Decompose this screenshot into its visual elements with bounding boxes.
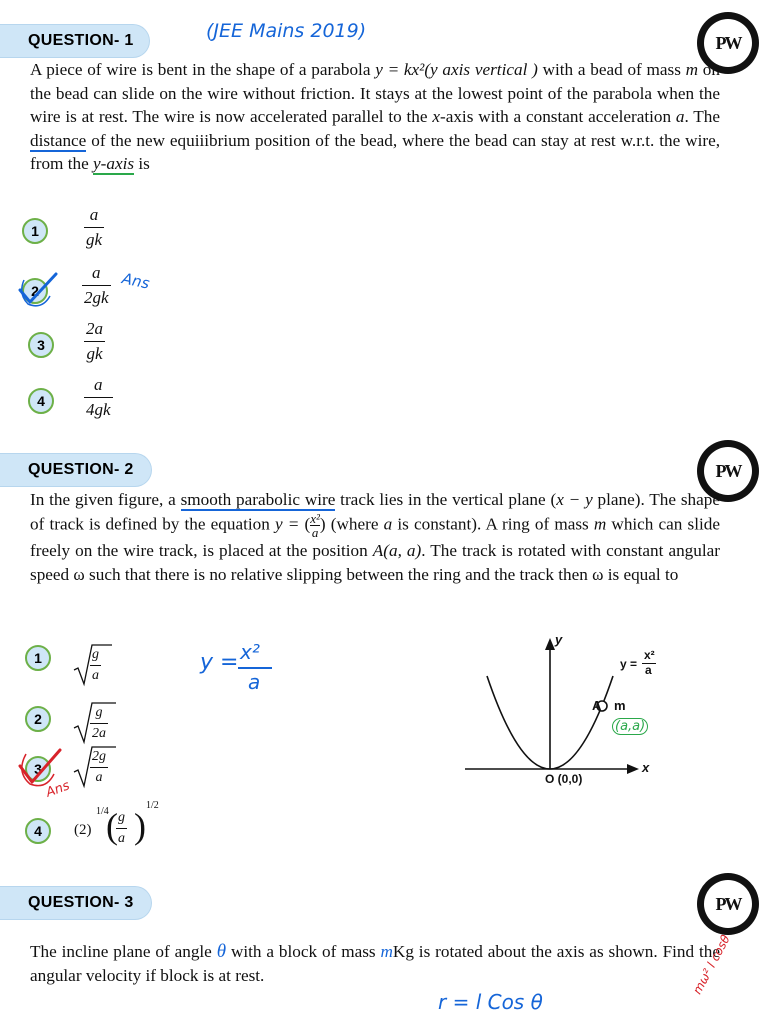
y-axis-underlined: y-axis [93,154,135,174]
q2-option-4-exponent: 1/4 [96,806,109,817]
pw-logo-text: PW [704,880,752,928]
question-2-label-text: QUESTION- 2 [28,461,134,478]
q1-answer-checkmark-icon [16,270,62,310]
q1-option-3-number[interactable]: 3 [28,332,54,358]
smooth-wire-underlined: smooth parabolic wire [180,490,336,509]
q1-answer-note: Ans [120,269,152,293]
question-2-label [0,453,152,487]
q2-option-2-number[interactable]: 2 [25,706,51,732]
q2-handwritten-equation: y = x² a [200,640,290,700]
question-1-label [0,24,150,58]
q1-option-2-number[interactable]: 2 [22,278,48,304]
q2-option-4-outer-exponent: 1/2 [146,800,159,811]
pw-logo-text: PW [704,19,752,67]
question-1-label-text: QUESTION- 1 [28,32,134,49]
q3-margin-note: mω² l cosθ [690,932,733,997]
question-3-label-text: QUESTION- 3 [28,894,134,911]
q1-option-2-value[interactable]: $\frac{a}{2gk}$ [84,263,109,307]
y-axis-arrow-icon [545,638,555,650]
x-axis-arrow-icon [627,764,639,774]
q2-option-4-number[interactable]: 4 [25,818,51,844]
fig-x-label: x [642,760,650,775]
q1-option-1-number[interactable]: 1 [22,218,48,244]
q2-option-3-number[interactable]: 3 [25,756,51,782]
q2-answer-note: Ans [44,778,72,801]
q3-handwritten-equation: r = l Cos θ [438,990,543,1014]
question-3-label [0,886,152,920]
q2-option-4-value[interactable]: (2) 1/4 ( $\frac{g}{a}$ ) 1/2 [74,800,159,846]
q1-option-3-value[interactable]: $\frac{2a}{gk}$ [86,319,103,363]
handwritten-exam-note: (JEE Mains 2019) [206,20,367,42]
question-3-text: The incline plane of angle θ with a block of mass mKg is rotated about the axis as shown. Find the angular velocity if block is at rest. [30,941,721,985]
q1-option-4-number[interactable]: 4 [28,388,54,414]
fig-y-label: y [555,632,563,647]
pw-logo-text: PW [704,447,752,495]
q1-option-4-value[interactable]: $\frac{a}{4gk}$ [86,375,111,419]
question-2-text: In the given figure, a smooth parabolic wire track lies in the vertical plane (x − y plane). The shape of track is defined by the equation y = ( $\frac{\text{x²}}{a}$ ) (where a is constant). A ring of mass m which can slide freely on the wire track, is placed at the position A(a, a). The track is rotated with constant angular speed ω such that there is no relative slipping between the ring and the track then ω is equal to [30,490,720,584]
fig-green-note: (a,a) [612,718,648,735]
fig-origin-label: O (0,0) [545,772,583,786]
q2-option-1-number[interactable]: 1 [25,645,51,671]
question-1-text: A piece of wire is bent in the shape of a parabola y = kx²(y axis vertical ) with a bead of mass m on the bead can slide on the wire without friction. It stays at the lowest point of the parabola when the wire is at rest. The wire is now accelerated parallel to the x-axis with a constant acceleration a. The distance of the new equiiibrium position of the bead, where the bead can stay at rest w.r.t. the wire, from the y-axis is [30,60,720,174]
distance-underlined: distance [30,130,87,150]
q1-option-1-value[interactable]: $\frac{a}{gk}$ [86,205,103,249]
pw-logo-icon [697,873,759,935]
fig-curve-equation: y = x² a [620,648,655,677]
fig-point-a-label: A [592,698,602,713]
fig-mass-label: m [614,698,626,713]
q2-eq-fraction: $\frac{\text{x²}}{a}$ [310,511,320,540]
